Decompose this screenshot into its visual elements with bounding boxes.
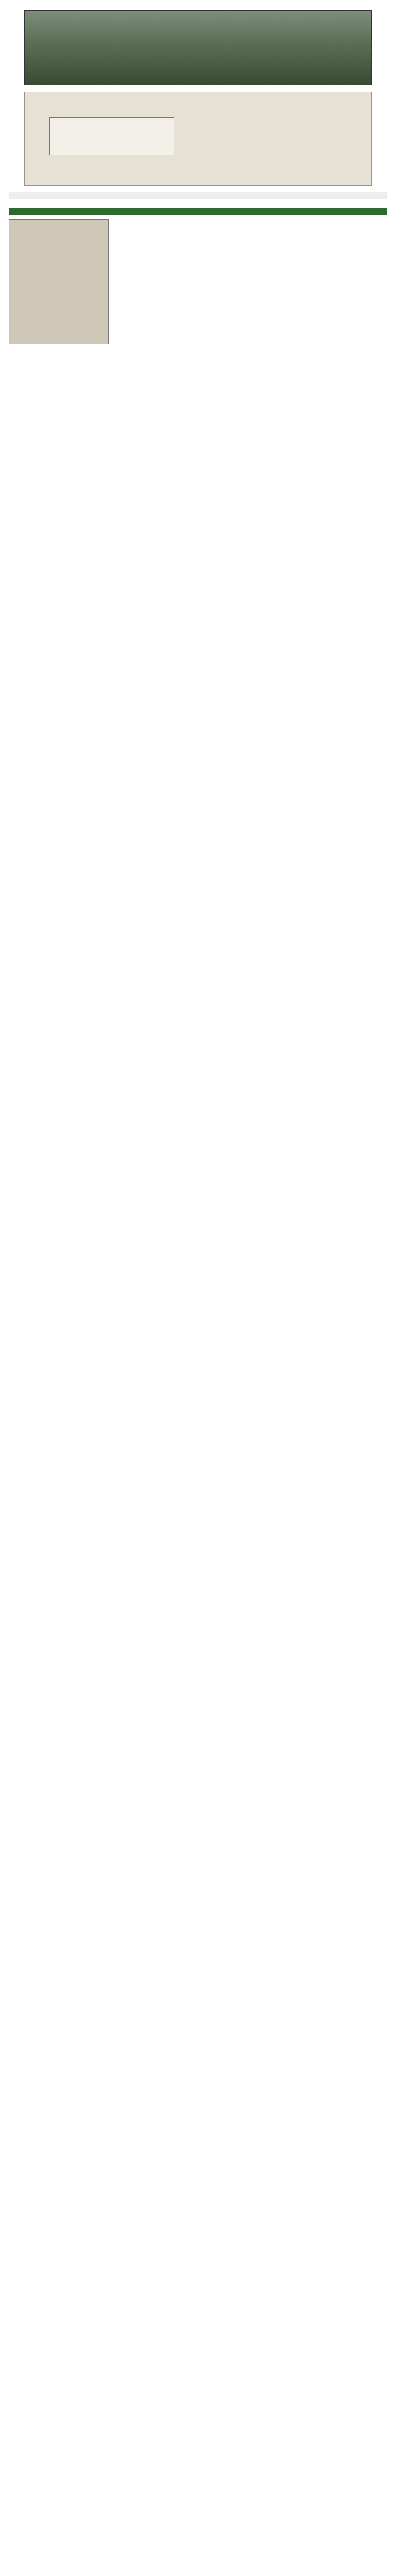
section-banner-green [9,208,387,215]
portrait-image [9,219,109,344]
table-title [9,192,387,199]
portrait-row [9,219,387,344]
shrine-photo [24,10,372,85]
tomb-sign-photo [24,92,372,186]
tomb-sign [50,117,174,155]
body-section-d [115,219,387,344]
